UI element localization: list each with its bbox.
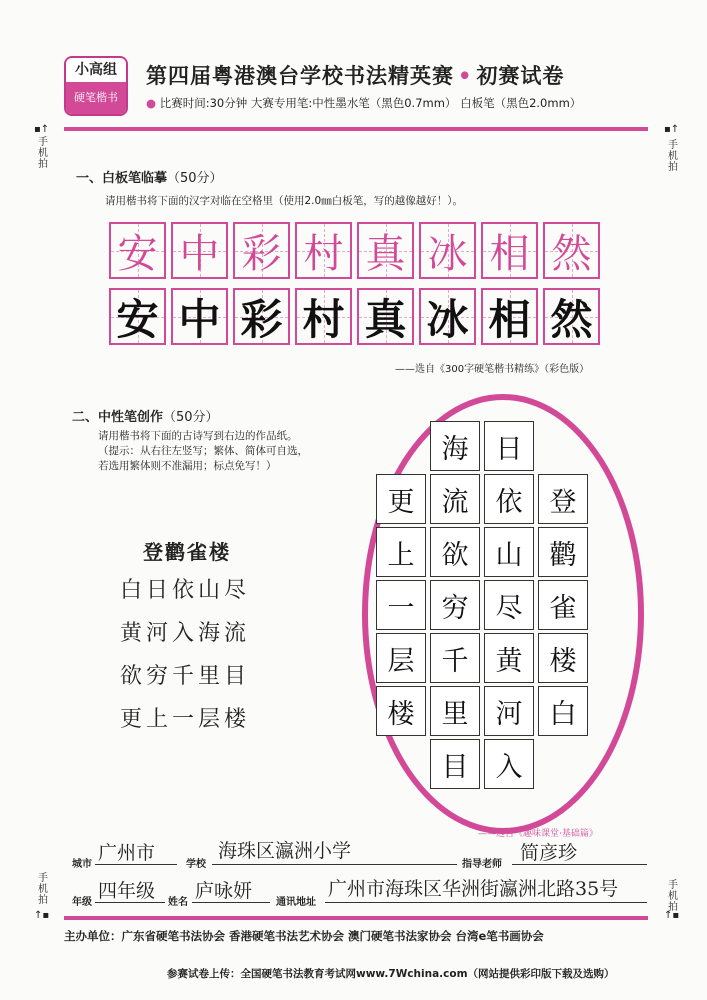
subtitle-text: 比赛时间:30分钟 大赛专用笔:中性墨水笔（黑色0.7mm） 白板笔（黑色2.0mm）: [159, 96, 582, 110]
handwritten-char: 真: [364, 294, 407, 344]
model-char: 冰: [427, 231, 468, 277]
section2-heading: [72, 406, 219, 425]
handwritten-char: 安: [116, 294, 159, 344]
artwork-cell[interactable]: 白: [538, 686, 588, 736]
handwritten-char: 冰: [426, 294, 469, 344]
teacher-field[interactable]: 简彦珍: [520, 842, 578, 864]
poem-line: 黄河入海流: [120, 621, 251, 646]
artwork-cell[interactable]: 欲: [430, 527, 480, 577]
grade-label: 年级: [72, 897, 92, 908]
artwork-cell[interactable]: 黄: [484, 633, 534, 683]
teacher-label: 指导老师: [462, 859, 502, 870]
practice-cell[interactable]: [419, 288, 476, 345]
artwork-cell[interactable]: 尽: [484, 580, 534, 630]
handwritten-char: 相: [488, 294, 531, 344]
artwork-cell[interactable]: 楼: [376, 686, 426, 736]
section2-instruction-2: （提示：从右往左竖写；繁体、简体可自选，: [98, 445, 308, 457]
section2-source: ——选自《趣味课堂·基础篇》: [478, 829, 598, 839]
section2-title: 二、中性笔创作: [72, 410, 164, 425]
practice-cell[interactable]: [357, 288, 414, 345]
side-label-right-top: 手机拍: [668, 140, 678, 173]
exam-subtitle: [146, 95, 581, 111]
handwritten-char: 中: [178, 294, 221, 344]
header-divider: [64, 127, 648, 131]
name-underline: [192, 902, 270, 903]
artwork-cell[interactable]: 流: [430, 474, 480, 524]
artwork-cell[interactable]: 鹳: [538, 527, 588, 577]
section1-instruction: 请用楷书将下面的汉字对临在空格里（使用2.0㎜白板笔，写的越像越好！）。: [105, 195, 463, 207]
side-label-left-top: 手机拍: [38, 137, 48, 170]
grade-field[interactable]: 四年级: [98, 880, 156, 902]
name-label: 姓名: [168, 897, 188, 908]
section1-title: 一、白板笔临摹: [76, 171, 168, 186]
upload-info[interactable]: 参赛试卷上传：全国硬笔书法教育考试网www.7Wchina.com（网站提供彩印版下载及选购）: [167, 968, 615, 980]
section2-points: （50分）: [163, 410, 219, 425]
artwork-cell[interactable]: 更: [376, 474, 426, 524]
organizers-line: 主办单位：广东省硬笔书法协会 香港硬笔书法艺术协会 澳门硬笔书法家协会 台湾e笔书画协会: [64, 929, 544, 943]
handwritten-char: 彩: [240, 294, 283, 344]
city-label: 城市: [72, 859, 92, 870]
address-field[interactable]: 广州市海珠区华洲街瀛洲北路35号: [328, 878, 619, 900]
model-cell: [109, 222, 166, 279]
model-cell: [543, 222, 600, 279]
section1-points: （50分）: [167, 171, 223, 186]
model-char: 然: [551, 231, 592, 277]
model-char: 彩: [241, 231, 282, 277]
practice-cell[interactable]: [109, 288, 166, 345]
artwork-cell[interactable]: 山: [484, 527, 534, 577]
artwork-cell[interactable]: 上: [376, 527, 426, 577]
footer-divider: [64, 916, 648, 920]
teacher-underline: [512, 864, 647, 865]
poem-line: 更上一层楼: [120, 707, 251, 732]
page-title: [146, 60, 564, 90]
model-cell: [295, 222, 352, 279]
model-grid: [109, 222, 605, 279]
title-dot: •: [458, 63, 473, 88]
model-char: 安: [117, 231, 158, 277]
name-field[interactable]: 庐咏妍: [195, 880, 253, 902]
artwork-cell[interactable]: 入: [484, 739, 534, 789]
title-main: 第四届粤港澳台学校书法精英赛: [146, 63, 454, 88]
poem-line: 白日依山尽: [120, 578, 251, 603]
artwork-cell[interactable]: 依: [484, 474, 534, 524]
practice-cell[interactable]: [233, 288, 290, 345]
artwork-cell[interactable]: 一: [376, 580, 426, 630]
badge-bottom: 硬笔楷书: [66, 82, 126, 114]
section2-instruction-3: 若选用繁体则不准漏用；标点免写！）: [98, 460, 277, 472]
camera-icon: ▪↑: [664, 124, 680, 135]
handwritten-char: 村: [302, 294, 345, 344]
address-underline: [325, 902, 647, 903]
school-label: 学校: [186, 859, 206, 870]
artwork-cell[interactable]: 层: [376, 633, 426, 683]
side-label-left-bottom: 手机拍: [38, 873, 48, 906]
model-char: 真: [365, 231, 406, 277]
practice-cell[interactable]: [543, 288, 600, 345]
section1-heading: [76, 167, 223, 186]
artwork-cell[interactable]: 楼: [538, 633, 588, 683]
artwork-cell[interactable]: 日: [484, 421, 534, 471]
poem-line: 欲穷千里目: [120, 664, 251, 689]
practice-grid: [109, 288, 605, 345]
model-cell: [357, 222, 414, 279]
artwork-cell[interactable]: 里: [430, 686, 480, 736]
grade-underline: [95, 902, 165, 903]
side-label-right-bottom: 手机拍: [668, 880, 678, 913]
artwork-cell[interactable]: 登: [538, 474, 588, 524]
group-badge: [64, 56, 128, 116]
city-underline: [95, 864, 177, 865]
title-sub: 初赛试卷: [476, 63, 565, 88]
model-cell: [233, 222, 290, 279]
artwork-cell[interactable]: 河: [484, 686, 534, 736]
school-field[interactable]: 海珠区瀛洲小学: [218, 840, 352, 862]
camera-icon: ↑▪: [34, 910, 50, 921]
city-field[interactable]: 广州市: [98, 842, 156, 864]
practice-cell[interactable]: [171, 288, 228, 345]
model-char: 中: [179, 231, 220, 277]
artwork-cell[interactable]: 雀: [538, 580, 588, 630]
bullet-icon: ●: [146, 96, 160, 110]
artwork-cell[interactable]: 穷: [430, 580, 480, 630]
poem-title: 登鹳雀楼: [143, 540, 231, 564]
practice-cell[interactable]: [481, 288, 538, 345]
section2-instruction-1: 请用楷书将下面的古诗写到右边的作品纸。: [98, 430, 298, 442]
artwork-cell[interactable]: 海: [430, 421, 480, 471]
artwork-cell[interactable]: 目: [430, 739, 480, 789]
section1-source: ——选自《300字硬笔楷书精练》（彩色版）: [395, 364, 590, 375]
handwritten-char: 然: [550, 294, 593, 344]
model-char: 相: [489, 231, 530, 277]
badge-top: 小高组: [66, 58, 126, 82]
practice-cell[interactable]: [295, 288, 352, 345]
artwork-cell[interactable]: 千: [430, 633, 480, 683]
camera-icon: ▪↑: [34, 124, 50, 135]
school-underline: [212, 864, 457, 865]
model-cell: [481, 222, 538, 279]
model-char: 村: [303, 231, 344, 277]
model-cell: [419, 222, 476, 279]
camera-icon: ↑▪: [664, 910, 680, 921]
address-label: 通讯地址: [276, 897, 316, 908]
model-cell: [171, 222, 228, 279]
